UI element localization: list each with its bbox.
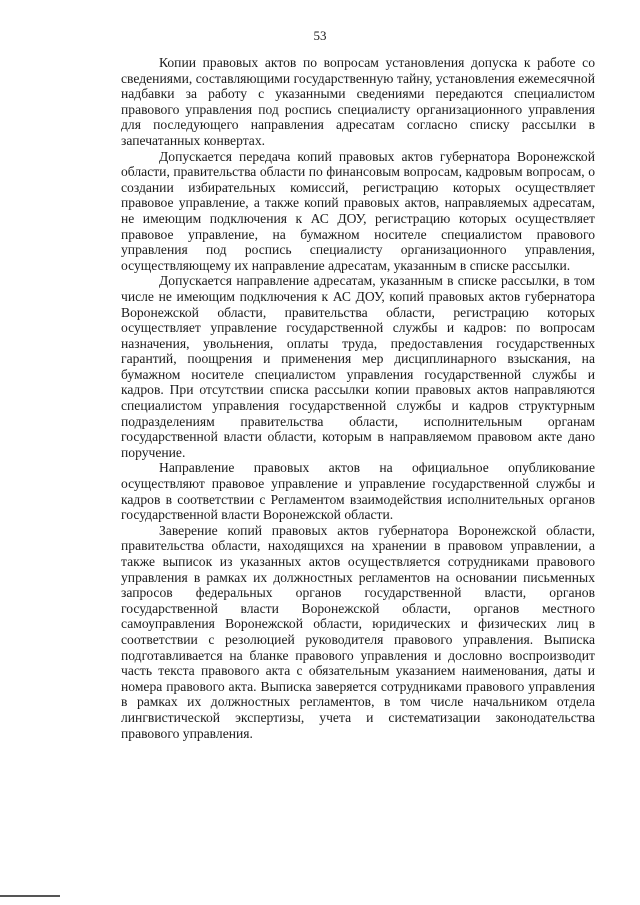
- paragraph-official-publication: Направление правовых актов на официальное опубликование осуществляют правовое управление и управление государственной службы и кадров в соответствии с Регламентом взаимодействия исполнительных органов государственной власти Воронежской области.: [121, 460, 595, 523]
- paragraph-paper-copies: Допускается передача копий правовых актов губернатора Воронежской области, правительства области по финансовым вопросам, кадровым вопросам, о создании избирательных комиссий, регистрацию которых осуществляет правовое управление, а также копий правовых актов, направляемых адресатам, не имеющим подключения к АС ДОУ, регистрацию которых осуществляет правовое управление, на бумажном носителе специалистом правового управления под роспись специалисту организационного управления, осуществляющему их направление адресатам, указанным в списке рассылки.: [121, 148, 595, 273]
- footer-line: [0, 895, 60, 897]
- paragraph-classified-copies: Копии правовых актов по вопросам установления допуска к работе со сведениями, составляющими государственную тайну, установления ежемесячной надбавки за работу с указанными сведениями передаются специалистом правового управления под роспись специалисту организационного управления для последующего направления адресатам согласно списку рассылки в запечатанных конвертах.: [121, 55, 595, 148]
- paragraph-hr-copies: Допускается направление адресатам, указанным в списке рассылки, в том числе не имеющим подключения к АС ДОУ, копий правовых актов губернатора Воронежской области, правительства области, регистрацию которых осуществляет управление государственной службы и кадров: по вопросам назначения, увольнения, оплаты труда, предоставления государственных гарантий, поощрения и применения мер дисциплинарного взыскания, на бумажном носителе специалистом управления государственной службы и кадров. При отсутствии списка рассылки копии правовых актов направляются специалистом управления государственной службы и кадров структурным подразделениям правительства области, исполнительным органам государственной власти области, которым в направляемом правовом акте дано поручение.: [121, 273, 595, 460]
- document-body: [121, 55, 595, 741]
- page-number: 53: [313, 28, 327, 43]
- paragraph-certification: Заверение копий правовых актов губернатора Воронежской области, правительства области, находящихся на хранении в правовом управлении, а также выписок из указанных актов осуществляется сотрудниками правового управления в рамках их должностных регламентов на основании письменных запросов федеральных органов государственной власти, органов государственной власти Воронежской области, органов местного самоуправления Воронежской области, юридических и физических лиц в соответствии с резолюцией руководителя правового управления. Выписка подготавливается на бланке правового управления и дословно воспроизводит часть текста правового акта с обязательным указанием наименования, даты и номера правового акта. Выписка заверяется сотрудниками правового управления в рамках их должностных регламентов, в том числе начальником отдела лингвистической экспертизы, учета и систематизации законодательства правового управления.: [121, 522, 595, 741]
